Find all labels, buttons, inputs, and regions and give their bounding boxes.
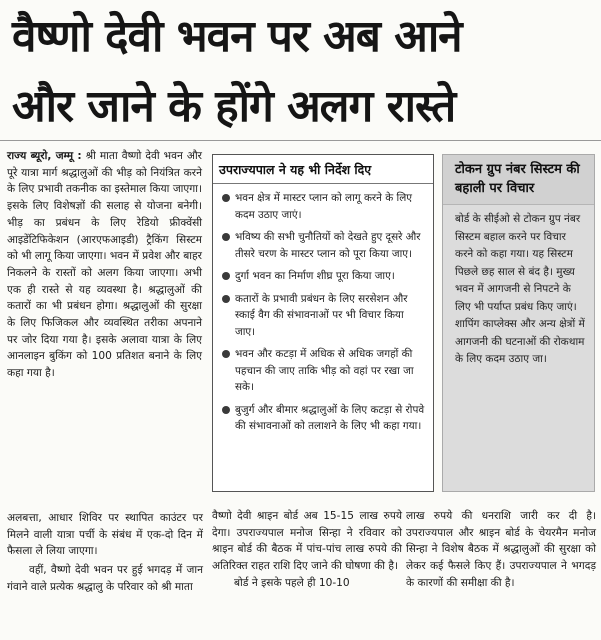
list-item: दुर्गा भवन का निर्माण शीघ्र पूरा किया जाए।: [221, 268, 425, 285]
headline: [12, 2, 597, 142]
article-paragraph-1: [7, 148, 202, 382]
directives-list: [221, 190, 425, 435]
token-box-body: बोर्ड के सीईओ से टोकन ग्रुप नंबर सिस्टम बहाल करने पर विचार करने को कहा गया। यह सिस्टम पिछले छह साल से बंद है। मुख्य भवन में आगजनी से निपटने के लिए भी पर्याप्त प्रबंध किए जाएं। शापिंग काप्लेक्स और अन्य क्षेत्रों में आगजनी की घटनाओं की रोकथाम के लिए कदम उठाए जा।: [455, 213, 585, 365]
list-item: भवन क्षेत्र में मास्टर प्लान को लागू करने के लिए कदम उठाए जाएं।: [221, 190, 425, 223]
article-column-3: [406, 508, 596, 592]
article-text-1: श्री माता वैष्णो देवी भवन और पूरे यात्रा मार्ग श्रद्धालुओं की भीड़ को नियंत्रित करने के लिए प्रभावी तकनीक का इस्तेमाल किया जाएगा। इसके लिए विशेषज्ञों की सलाह से योजना बनेगी। भीड़ का प्रबंधन के लिए रेडियो फ्रीक्वेंसी आइडेंटिफिकेशन (आरएफआइडी) ट्रैकिंग सिस्टम को भी लागू किया जाएगा। भवन में प्रवेश और बाहर निकलने के रास्तों को अलग किया जाएगा। अभी एक ही रास्ते से यह व्यवस्था है। श्रद्धालुओं की कतारों का भी प्रबंधन होगा। श्रद्धालुओं की सुरक्षा के लिए फिजिकल और व्यवस्थित तरीका अपनाने पर जोर दिया गया है। इसके अलावा यात्रा के लिए आनलाइन बुकिंग को 100 प्रतिशत बनाने के लिए कहा गया है।: [7, 150, 203, 380]
bullet-icon: [222, 233, 230, 241]
directives-title: उपराज्यपाल ने यह भी निर्देश दिए: [213, 161, 433, 184]
headline-line-1: वैष्णो देवी भवन पर अब आने: [12, 11, 462, 62]
headline-divider: [0, 140, 601, 141]
directives-box: [212, 154, 434, 492]
article-paragraph-2: अलबत्ता, आधार शिविर पर स्थापित काउंटर पर मिलने वाली यात्रा पर्ची के संबंध में एक-दो दिन में फैसला ले लिया जाएगा।: [7, 512, 203, 558]
bullet-icon: [222, 406, 230, 414]
bullet-icon: [222, 295, 230, 303]
headline-line-2: और जाने के होंगे अलग रास्ते: [12, 81, 456, 132]
byline: राज्य ब्यूरो, जम्मू :: [7, 150, 82, 162]
bullet-icon: [222, 194, 230, 202]
list-item: बुजुर्ग और बीमार श्रद्धालुओं के लिए कटड़ा से रोपवे की संभावनाओं को तलाशने के लिए भी कहा गया।: [221, 402, 425, 435]
article-column-2: [212, 508, 402, 592]
article-column-1-bottom: [7, 510, 203, 596]
bullet-icon: [222, 350, 230, 358]
article-column-1: [7, 148, 202, 382]
article-paragraph-5: बोर्ड ने इसके पहले ही 10-10: [234, 576, 350, 589]
bullet-icon: [222, 272, 230, 280]
list-item: भविष्य की सभी चुनौतियों को देखते हुए दूसरे और तीसरे चरण के मास्टर प्लान को पूरा किया जाए।: [221, 229, 425, 262]
list-item: भवन और कटड़ा में अधिक से अधिक जगहों की पहचान की जाए ताकि भीड़ को वहां पर रखा जा सके।: [221, 346, 425, 396]
article-paragraph-6: लाख रुपये की धनराशि जारी कर दी है। उपराज्यपाल और श्राइन बोर्ड के चेयरमैन मनोज सिन्हा ने विशेष बैठक में श्रद्धालुओं की सुरक्षा को लेकर कई फैसले किए हैं। उपराज्यपाल ने भगदड़ के कारणों की समीक्षा की है।: [406, 510, 596, 589]
token-box-title: टोकन ग्रुप नंबर सिस्टम की बहाली पर विचार: [443, 155, 594, 205]
list-item: कतारों के प्रभावी प्रबंधन के लिए सरसेशन और स्काई वैग की संभावनाओं पर भी विचार किया जाए।: [221, 291, 425, 341]
token-system-box: [442, 154, 595, 492]
article-paragraph-4: वैष्णो देवी श्राइन बोर्ड अब 15-15 लाख रुपये देगा। उपराज्यपाल मनोज सिन्हा ने रविवार को श्राइन बोर्ड की बैठक में पांच-पांच लाख रुपये की अतिरिक्त राहत राशि दिए जाने की घोषणा की है।: [212, 510, 402, 573]
article-paragraph-3: वहीं, वैष्णो देवी भवन पर हुई भगदड़ में जान गंवाने वाले प्रत्येक श्रद्धालु के परिवार को श्री माता: [7, 564, 203, 593]
